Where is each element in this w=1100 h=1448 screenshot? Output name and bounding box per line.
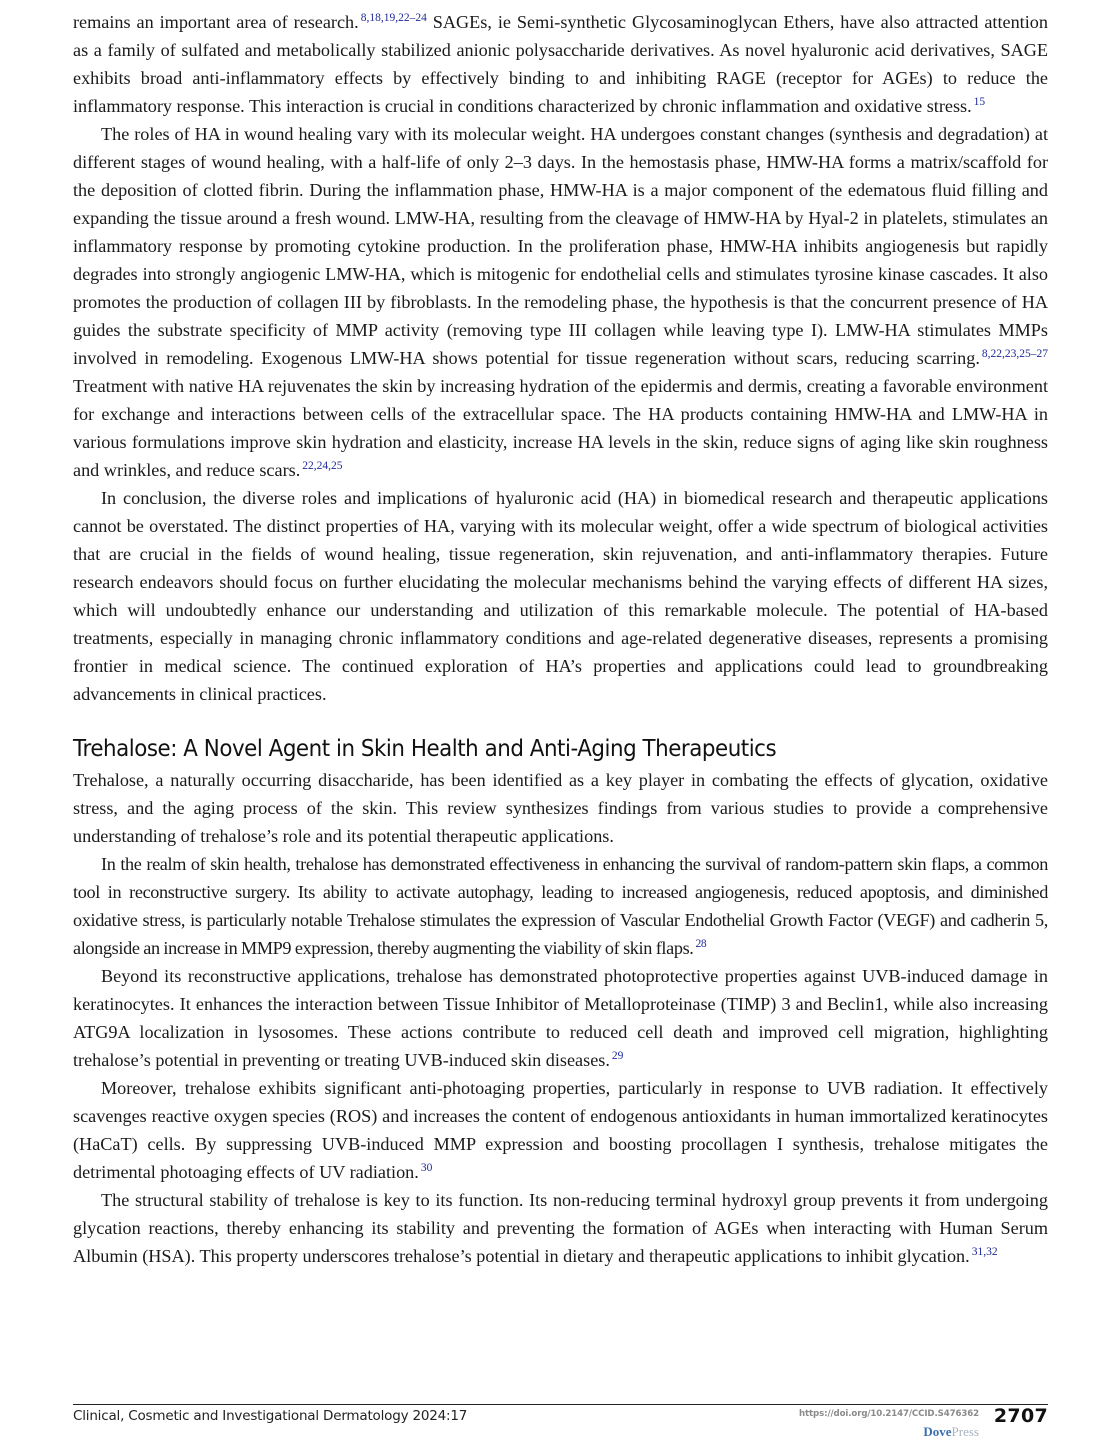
paragraph-text: SAGEs, ie Semi-synthetic Glycosaminoglycan Ethers, have also attracted attention as a family of sulfated and metabolically stabilized anionic polysaccharide derivatives. As novel hyaluronic acid derivatives, SAGE exhibits broad anti-inflammatory effects by effectively binding to and inhibiting RAGE (receptor for AGEs) to reduce the inflammatory response. This interaction is crucial in conditions characterized by chronic inflammation and oxidative stress. (73, 12, 1048, 116)
citation-link[interactable]: 15 (973, 95, 986, 108)
footer-journal-citation: Clinical, Cosmetic and Investigational Dermatology 2024:17 (73, 1408, 468, 1424)
paragraph-text: In conclusion, the diverse roles and implications of hyaluronic acid (HA) in biomedical research and therapeutic applications cannot be overstated. The distinct properties of HA, varying with its molecular weight, offer a wide spectrum of biological activities that are crucial in the fields of wound healing, tissue regeneration, skin rejuvenation, and anti-inflammatory therapies. Future research endeavors should focus on further elucidating the molecular mechanisms behind the varying effects of different HA sizes, which will undoubtedly enhance our understanding and utilization of this remarkable molecule. The potential of HA-based treatments, especially in managing chronic inflammatory conditions and age-related degenerative diseases, represents a promising frontier in medical science. The continued exploration of HA’s properties and applications could lead to groundbreaking advancements in clinical practices. (73, 488, 1048, 704)
paragraph-text: In the realm of skin health, trehalose has demonstrated effectiveness in enhancing the survival of random-pattern skin flaps, a common tool in reconstructive surgery. Its ability to activate autophagy, leading to increased angiogenesis, reduced apoptosis, and diminished oxidative stress, is particularly notable Trehalose stimulates the expression of Vascular Endothelial Growth Factor (VEGF) and cadherin 5, alongside an increase in MMP9 expression, thereby augmenting the viability of skin flaps. (73, 854, 1048, 958)
citation-link[interactable]: 8,22,23,25–27 (981, 347, 1048, 360)
footer-page-number: 2707 (993, 1405, 1048, 1427)
paragraph-text: Trehalose, a naturally occurring disaccharide, has been identified as a key player in combating the effects of glycation, oxidative stress, and the aging process of the skin. This review synthesizes findings from various studies to provide a comprehensive understanding of trehalose’s role and its potential therapeutic applications. (73, 770, 1048, 846)
section-heading-trehalose: Trehalose: A Novel Agent in Skin Health and Anti-Aging Therapeutics (73, 736, 777, 762)
article-body (73, 8, 1048, 1270)
paragraph-trehalose-skin-flaps (73, 850, 1048, 962)
paragraph-trehalose-structural-stability (73, 1186, 1048, 1270)
paragraph-text: The structural stability of trehalose is key to its function. Its non-reducing terminal hydroxyl group prevents it from undergoing glycation reactions, thereby enhancing its stability and preventing the formation of AGEs when interacting with Human Serum Albumin (HSA). This property underscores trehalose’s potential in dietary and therapeutic applications to inhibit glycation. (73, 1190, 1048, 1266)
paragraph-text: Moreover, trehalose exhibits significant anti-photoaging properties, particularly in response to UVB radiation. It effectively scavenges reactive oxygen species (ROS) and increases the content of endogenous antioxidants in human immortalized keratinocytes (HaCaT) cells. By suppressing UVB-induced MMP expression and boosting procollagen I synthesis, trehalose mitigates the detrimental photoaging effects of UV radiation. (73, 1078, 1048, 1182)
dovepress-logo[interactable] (923, 1424, 979, 1440)
citation-link[interactable]: 29 (611, 1049, 624, 1062)
paragraph-sage (73, 8, 1048, 120)
paragraph-text: Beyond its reconstructive applications, trehalose has demonstrated photoprotective properties against UVB-induced damage in keratinocytes. It enhances the interaction between Tissue Inhibitor of Metalloproteinase (TIMP) 3 and Beclin1, while also increasing ATG9A localization in lysosomes. These actions contribute to reduced cell death and improved cell migration, highlighting trehalose’s potential in preventing or treating UVB-induced skin diseases. (73, 966, 1048, 1070)
paragraph-trehalose-anti-photoaging (73, 1074, 1048, 1186)
brand-press-text: Press (951, 1424, 979, 1439)
paragraph-text: remains an important area of research. (73, 12, 359, 32)
footer-doi-link[interactable]: https://doi.org/10.2147/CCID.S476362 (799, 1409, 979, 1419)
paragraph-ha-conclusion (73, 484, 1048, 708)
paragraph-text: Treatment with native HA rejuvenates the skin by increasing hydration of the epidermis and dermis, creating a favorable environment for exchange and interactions between cells of the extracellular space. The HA products containing HMW-HA and LMW-HA in various formulations improve skin hydration and elasticity, increase HA levels in the skin, reduce signs of aging like skin roughness and wrinkles, and reduce scars. (73, 376, 1048, 480)
paragraph-text: The roles of HA in wound healing vary with its molecular weight. HA undergoes constant changes (synthesis and degradation) at different stages of wound healing, with a half-life of only 2–3 days. In the hemostasis phase, HMW-HA forms a matrix/scaffold for the deposition of clotted fibrin. During the inflammation phase, HMW-HA is a major component of the edematous fluid filling and expanding the tissue around a fresh wound. LMW-HA, resulting from the cleavage of HMW-HA by Hyal-2 in platelets, stimulates an inflammatory response by promoting cytokine production. In the proliferation phase, HMW-HA inhibits angiogenesis but rapidly degrades into strongly angiogenic LMW-HA, which is mitogenic for endothelial cells and stimulates tyrosine kinase cascades. It also promotes the production of collagen III by fibroblasts. In the remodeling phase, the hypothesis is that the concurrent presence of HA guides the substrate specificity of MMP activity (removing type III collagen while leaving type I). LMW-HA stimulates MMPs involved in remodeling. Exogenous LMW-HA shows potential for tissue regeneration without scars, reducing scarring. (73, 124, 1048, 368)
citation-link[interactable]: 8,18,19,22–24 (360, 11, 427, 24)
brand-dove-text: Dove (923, 1424, 952, 1439)
paragraph-ha-wound-healing (73, 120, 1048, 484)
citation-link[interactable]: 30 (420, 1161, 433, 1174)
footer-divider (73, 1404, 1048, 1405)
paragraph-trehalose-intro (73, 766, 1048, 850)
citation-link[interactable]: 31,32 (971, 1245, 998, 1258)
paragraph-trehalose-photoprotective (73, 962, 1048, 1074)
citation-link[interactable]: 28 (695, 937, 707, 950)
citation-link[interactable]: 22,24,25 (302, 459, 343, 472)
